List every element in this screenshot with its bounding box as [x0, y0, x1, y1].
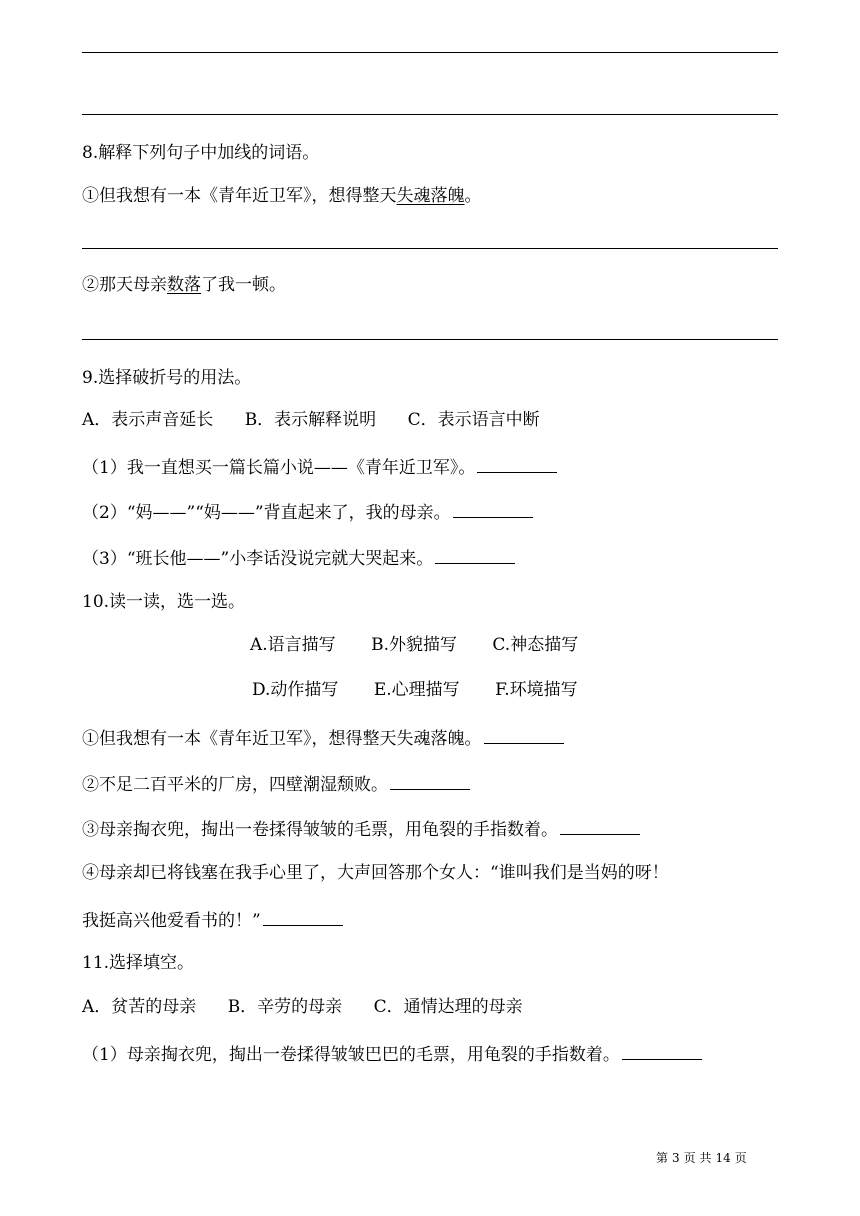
q9-item-2-text: （2）“妈——”“妈——”背直起来了，我的母亲。 — [82, 503, 451, 523]
q11-item-1 — [82, 1041, 782, 1067]
answer-blank[interactable] — [477, 454, 557, 473]
answer-line — [82, 339, 778, 340]
q10-item-4-continued — [82, 907, 782, 933]
q8-s1-prefix: ①但我想有一本《青年近卫军》，想得整天 — [82, 186, 397, 206]
q10-item-1-text: ①但我想有一本《青年近卫军》，想得整天失魂落魄。 — [82, 729, 482, 749]
q8-s2-underlined-word: 数落 — [167, 275, 201, 295]
q10-item-2-text: ②不足二百平米的厂房，四壁潮湿颓败。 — [82, 775, 388, 795]
q9-options — [82, 408, 782, 432]
q10-item-3-text: ③母亲掏衣兜，掏出一卷揉得皱皱的毛票，用龟裂的手指数着。 — [82, 820, 558, 840]
q8-s2-suffix: 了我一顿。 — [201, 275, 286, 295]
answer-blank[interactable] — [263, 907, 343, 926]
q9-option-c: C．表示语言中断 — [407, 410, 540, 430]
q8-s1-underlined-word: 失魂落魄 — [396, 186, 465, 206]
page-footer — [656, 1150, 751, 1166]
q9-item-3-text: （3）“班长他——”小李话没说完就大哭起来。 — [82, 549, 434, 569]
q9-item-1-text: （1）我一直想买一篇长篇小说——《青年近卫军》。 — [82, 458, 476, 478]
footer-total-pages: 14 — [715, 1151, 731, 1165]
q10-item-4: ④母亲却已将钱塞在我手心里了，大声回答那个女人：“谁叫我们是当妈的呀！ — [82, 863, 669, 883]
q9-title: 9.选择破折号的用法。 — [82, 368, 252, 388]
q9-item-1 — [82, 454, 782, 480]
q11-item-1-text: （1）母亲掏衣兜，掏出一卷揉得皱皱巴巴的毛票，用龟裂的手指数着。 — [82, 1045, 620, 1065]
footer-page-number: 3 — [672, 1151, 680, 1165]
answer-blank[interactable] — [484, 725, 564, 744]
q10-item-1 — [82, 725, 782, 751]
q8-s1-suffix: 。 — [464, 186, 482, 206]
footer-mid: 页 共 — [683, 1151, 712, 1165]
answer-blank[interactable] — [560, 816, 640, 835]
q11-option-b: B．辛劳的母亲 — [227, 997, 343, 1017]
q10-option-e: E.心理描写 — [373, 680, 460, 700]
q11-options — [82, 995, 782, 1019]
q9-item-2 — [82, 499, 782, 525]
q10-option-f: F.环境描写 — [495, 680, 578, 700]
q11-title: 11.选择填空。 — [82, 953, 195, 973]
q10-options-row-2 — [252, 678, 578, 702]
q10-option-b: B.外貌描写 — [371, 635, 457, 655]
q10-option-a: A.语言描写 — [250, 635, 336, 655]
q10-item-4-cont-text: 我挺高兴他爱看书的！” — [82, 911, 261, 931]
answer-line — [82, 52, 778, 53]
answer-blank[interactable] — [622, 1041, 702, 1060]
q10-options-row-1 — [250, 633, 578, 657]
q9-option-a: A．表示声音延长 — [82, 410, 214, 430]
q8-sentence-1 — [82, 184, 782, 208]
q8-s2-prefix: ②那天母亲 — [82, 275, 167, 295]
answer-line — [82, 114, 778, 115]
q10-option-d: D.动作描写 — [252, 680, 339, 700]
footer-suffix: 页 — [734, 1151, 747, 1165]
q10-item-3 — [82, 816, 782, 842]
q11-option-a: A．贫苦的母亲 — [82, 997, 197, 1017]
q9-item-3 — [82, 545, 782, 571]
q10-title: 10.读一读，选一选。 — [82, 592, 246, 612]
answer-blank[interactable] — [435, 545, 515, 564]
q10-option-c: C.神态描写 — [492, 635, 579, 655]
answer-blank[interactable] — [390, 771, 470, 790]
footer-prefix: 第 — [656, 1151, 669, 1165]
q10-item-2 — [82, 771, 782, 797]
answer-blank[interactable] — [453, 499, 533, 518]
q11-option-c: C．通情达理的母亲 — [373, 997, 523, 1017]
q8-title: 8.解释下列句子中加线的词语。 — [82, 143, 320, 163]
q8-sentence-2 — [82, 273, 782, 297]
q9-option-b: B．表示解释说明 — [244, 410, 377, 430]
answer-line — [82, 248, 778, 249]
